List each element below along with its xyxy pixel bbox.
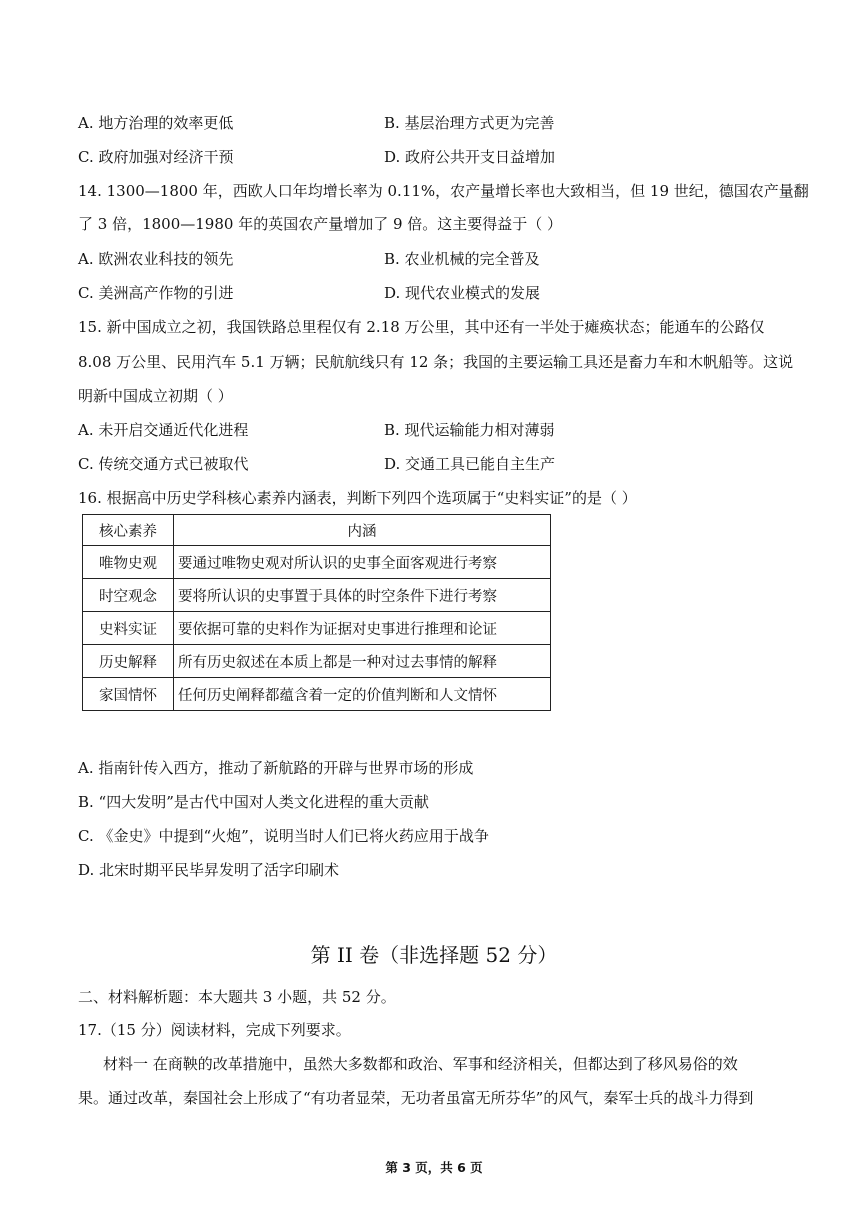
table-cell: 时空观念 xyxy=(83,579,174,612)
q15-stem-line-3: 明新中国成立初期（ ） xyxy=(78,387,233,405)
q14-option-c: C. 美洲高产作物的引进 xyxy=(78,284,234,302)
table-cell: 唯物史观 xyxy=(83,546,174,579)
section-heading: 二、材料解析题：本大题共 3 小题，共 52 分。 xyxy=(78,988,396,1006)
q13-option-b: B. 基层治理方式更为完善 xyxy=(384,114,555,132)
q15-stem-line-2: 8.08 万公里、民用汽车 5.1 万辆；民航航线只有 12 条；我国的主要运输工具还是畜力车和木帆船等。这说 xyxy=(78,353,794,371)
table-row xyxy=(83,645,551,678)
table-header-cell: 核心素养 xyxy=(83,515,174,546)
table-cell: 要通过唯物史观对所认识的史事全面客观进行考察 xyxy=(174,546,551,579)
q16-option-a: A. 指南针传入西方，推动了新航路的开辟与世界市场的形成 xyxy=(78,759,474,777)
q15-option-a: A. 未开启交通近代化进程 xyxy=(78,421,249,439)
q13-option-d: D. 政府公共开支日益增加 xyxy=(384,148,556,166)
q15-option-b: B. 现代运输能力相对薄弱 xyxy=(384,421,555,439)
q14-option-b: B. 农业机械的完全普及 xyxy=(384,250,540,268)
material-one-line-1: 材料一 在商鞅的改革措施中，虽然大多数都和政治、军事和经济相关，但都达到了移风易俗的效 xyxy=(103,1055,738,1073)
q15-option-c: C. 传统交通方式已被取代 xyxy=(78,455,249,473)
table-cell: 要依据可靠的史料作为证据对史事进行推理和论证 xyxy=(174,612,551,645)
q13-option-a: A. 地方治理的效率更低 xyxy=(78,114,234,132)
q15-stem-line-1: 15. 新中国成立之初，我国铁路总里程仅有 2.18 万公里，其中还有一半处于瘫痪状态；能通车的公路仅 xyxy=(78,318,765,336)
table-cell: 史料实证 xyxy=(83,612,174,645)
table-row xyxy=(83,612,551,645)
table-row xyxy=(83,678,551,711)
q16-option-d: D. 北宋时期平民毕昇发明了活字印刷术 xyxy=(78,861,340,879)
q16-option-c: C. 《金史》中提到“火炮”，说明当时人们已将火药应用于战争 xyxy=(78,827,489,845)
q14-stem-line-2: 了 3 倍，1800—1980 年的英国农产量增加了 9 倍。这主要得益于（ ） xyxy=(78,215,563,233)
table-cell: 任何历史阐释都蕴含着一定的价值判断和人文情怀 xyxy=(174,678,551,711)
q15-option-d: D. 交通工具已能自主生产 xyxy=(384,455,556,473)
table-cell: 要将所认识的史事置于具体的时空条件下进行考察 xyxy=(174,579,551,612)
q14-option-a: A. 欧洲农业科技的领先 xyxy=(78,250,234,268)
page-footer: 第 3 页，共 6 页 xyxy=(385,1160,483,1175)
q17-stem: 17.（15 分）阅读材料，完成下列要求。 xyxy=(78,1021,351,1039)
table-row xyxy=(83,579,551,612)
q16-stem: 16. 根据高中历史学科核心素养内涵表，判断下列四个选项属于“史料实证”的是（ ） xyxy=(78,489,637,507)
q16-option-b: B. “四大发明”是古代中国对人类文化进程的重大贡献 xyxy=(78,793,429,811)
q14-stem-line-1: 14. 1300—1800 年，西欧人口年均增长率为 0.11%，农产量增长率也大致相当，但 19 世纪，德国农产量翻 xyxy=(78,182,809,200)
table-header-row xyxy=(83,515,551,546)
q14-option-d: D. 现代农业模式的发展 xyxy=(384,284,541,302)
material-one-line-2: 果。通过改革，秦国社会上形成了“有功者显荣，无功者虽富无所芬华”的风气，秦军士兵的战斗力得到 xyxy=(78,1089,754,1107)
table-header-cell: 内涵 xyxy=(174,515,551,546)
table-row xyxy=(83,546,551,579)
table-cell: 历史解释 xyxy=(83,645,174,678)
core-literacy-table xyxy=(82,514,551,711)
table-cell: 家国情怀 xyxy=(83,678,174,711)
table-cell: 所有历史叙述在本质上都是一种对过去事情的解释 xyxy=(174,645,551,678)
q13-option-c: C. 政府加强对经济干预 xyxy=(78,148,234,166)
part-2-title: 第 II 卷（非选择题 52 分） xyxy=(310,943,558,967)
